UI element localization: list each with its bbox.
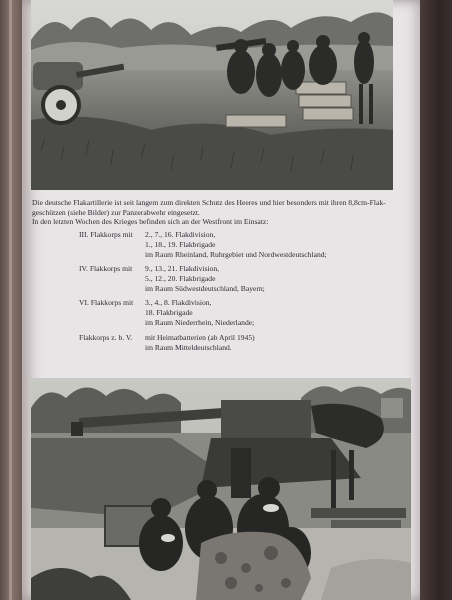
- corps-label: VI. Flakkorps mit: [79, 298, 134, 307]
- book-cover-edge: [420, 0, 452, 600]
- corps-line: im Raum Mitteldeutschland.: [145, 342, 232, 352]
- corps-line: 2., 7., 16. Flakdivision,: [145, 230, 216, 239]
- corps-line: 5., 12., 20. Flakbrigade: [145, 273, 216, 283]
- photo-flak-crew-field: [31, 0, 393, 190]
- caption-line-1: Die deutsche Flakartillerie ist seit langem zum direkten Schutz des Heeres und hier besonders mit ihren 8,8cm-Flak-: [32, 198, 386, 207]
- corps-line: 9., 13., 21. Flakdivision,: [145, 264, 220, 273]
- corps-line: im Raum Rheinland, Ruhrgebiet und Nordwestdeutschland;: [145, 249, 327, 259]
- corps-label: IV. Flakkorps mit: [79, 264, 133, 273]
- corps-line: im Raum Niederrhein, Niederlande;: [145, 317, 255, 327]
- corps-line: 1., 18., 19. Flakbrigade: [145, 239, 216, 249]
- caption-line-3: In den letzten Wochen des Krieges befinden sich an der Westfront im Einsatz:: [32, 217, 269, 227]
- photo-88mm-flak-crew: [31, 378, 411, 600]
- caption-text: [32, 198, 404, 227]
- caption-line-2: geschützen (siehe Bilder) zur Panzerabwehr eingesetzt.: [32, 207, 200, 217]
- corps-line: im Raum Südwestdeutschland, Bayern;: [145, 283, 265, 293]
- corps-line: 18. Flakbrigade: [145, 307, 193, 317]
- corps-line: 3., 4., 8. Flakdivision,: [145, 298, 212, 307]
- corps-label: III. Flakkorps mit: [79, 230, 133, 239]
- corps-line: mit Heimatbatterien (ab April 1945): [145, 333, 255, 342]
- corps-label: Flakkorps z. b. V.: [79, 333, 133, 342]
- page-edges: [9, 0, 12, 600]
